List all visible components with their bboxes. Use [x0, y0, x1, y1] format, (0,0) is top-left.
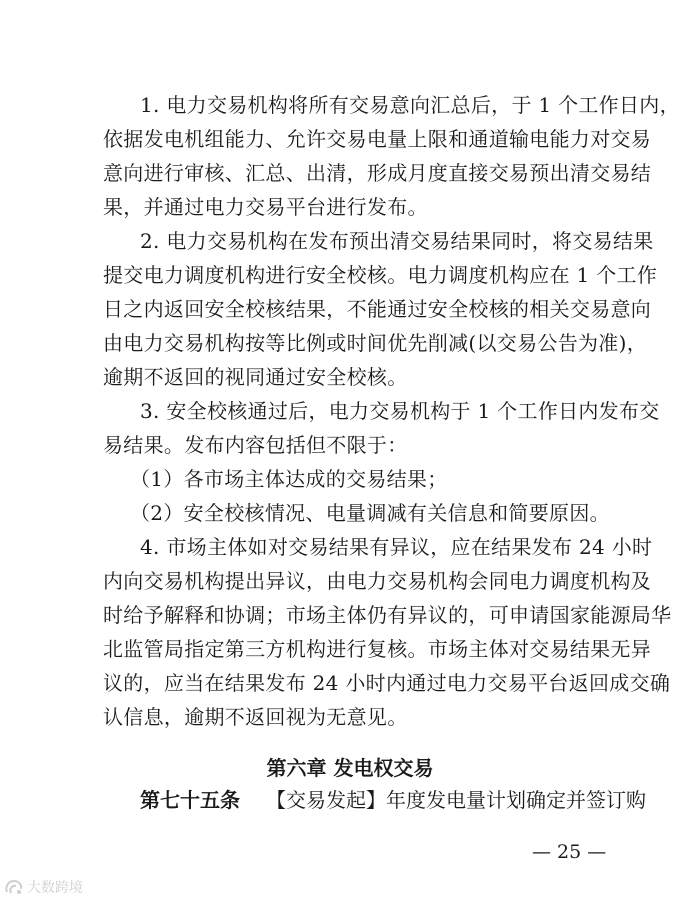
paragraph-line: 北监管局指定第三方机构进行复核。市场主体对交易结果无异 [103, 637, 652, 661]
paragraph-line: 意向进行审核、汇总、出清，形成月度直接交易预出清交易结 [103, 161, 652, 185]
paragraph-line: 提交电力调度机构进行安全校核。电力调度机构应在 1 个工作 [103, 263, 658, 287]
paragraph-line: 依据发电机组能力、允许交易电量上限和通道输电能力对交易 [103, 127, 652, 151]
list-item: （2）安全校核情况、电量调减有关信息和简要原因。 [130, 501, 610, 525]
logo-icon [4, 878, 24, 896]
article-number: 第七十五条 [140, 788, 240, 812]
paragraph-line: 4. 市场主体如对交易结果有异议，应在结果发布 24 小时 [140, 535, 653, 559]
article-text: 【交易发起】年度发电量计划确定并签订购 [266, 788, 646, 812]
paragraph-line: 2. 电力交易机构在发布预出清交易结果同时，将交易结果 [140, 229, 654, 253]
watermark-text: 大数跨境 [27, 880, 83, 896]
paragraph-line: 日之内返回安全校核结果，不能通过安全校核的相关交易意向 [103, 297, 652, 321]
chapter-heading: 第六章 发电权交易 [266, 756, 434, 780]
paragraph-line: 易结果。发布内容包括但不限于： [103, 433, 408, 457]
paragraph-line: 果，并通过电力交易平台进行发布。 [103, 195, 428, 219]
article-line [140, 787, 646, 813]
paragraph-line: 议的，应当在结果发布 24 小时内通过电力交易平台返回成交确 [103, 671, 671, 695]
watermark [4, 876, 83, 898]
paragraph-line: 内向交易机构提出异议，由电力交易机构会同电力调度机构及 [103, 569, 652, 593]
paragraph-line: 1. 电力交易机构将所有交易意向汇总后，于 1 个工作日内， [140, 93, 680, 117]
paragraph-line: 由电力交易机构按等比例或时间优先削减(以交易公告为准)， [103, 331, 648, 355]
page-number: — 25 — [532, 841, 607, 863]
paragraph-line: 时给予解释和协调；市场主体仍有异议的，可申请国家能源局华 [103, 603, 672, 627]
paragraph-line: 逾期不返回的视同通过安全校核。 [103, 365, 408, 389]
list-item: （1）各市场主体达成的交易结果； [130, 467, 448, 491]
paragraph-line: 认信息，逾期不返回视为无意见。 [103, 705, 408, 729]
paragraph-line: 3. 安全校核通过后，电力交易机构于 1 个工作日内发布交 [140, 399, 660, 423]
